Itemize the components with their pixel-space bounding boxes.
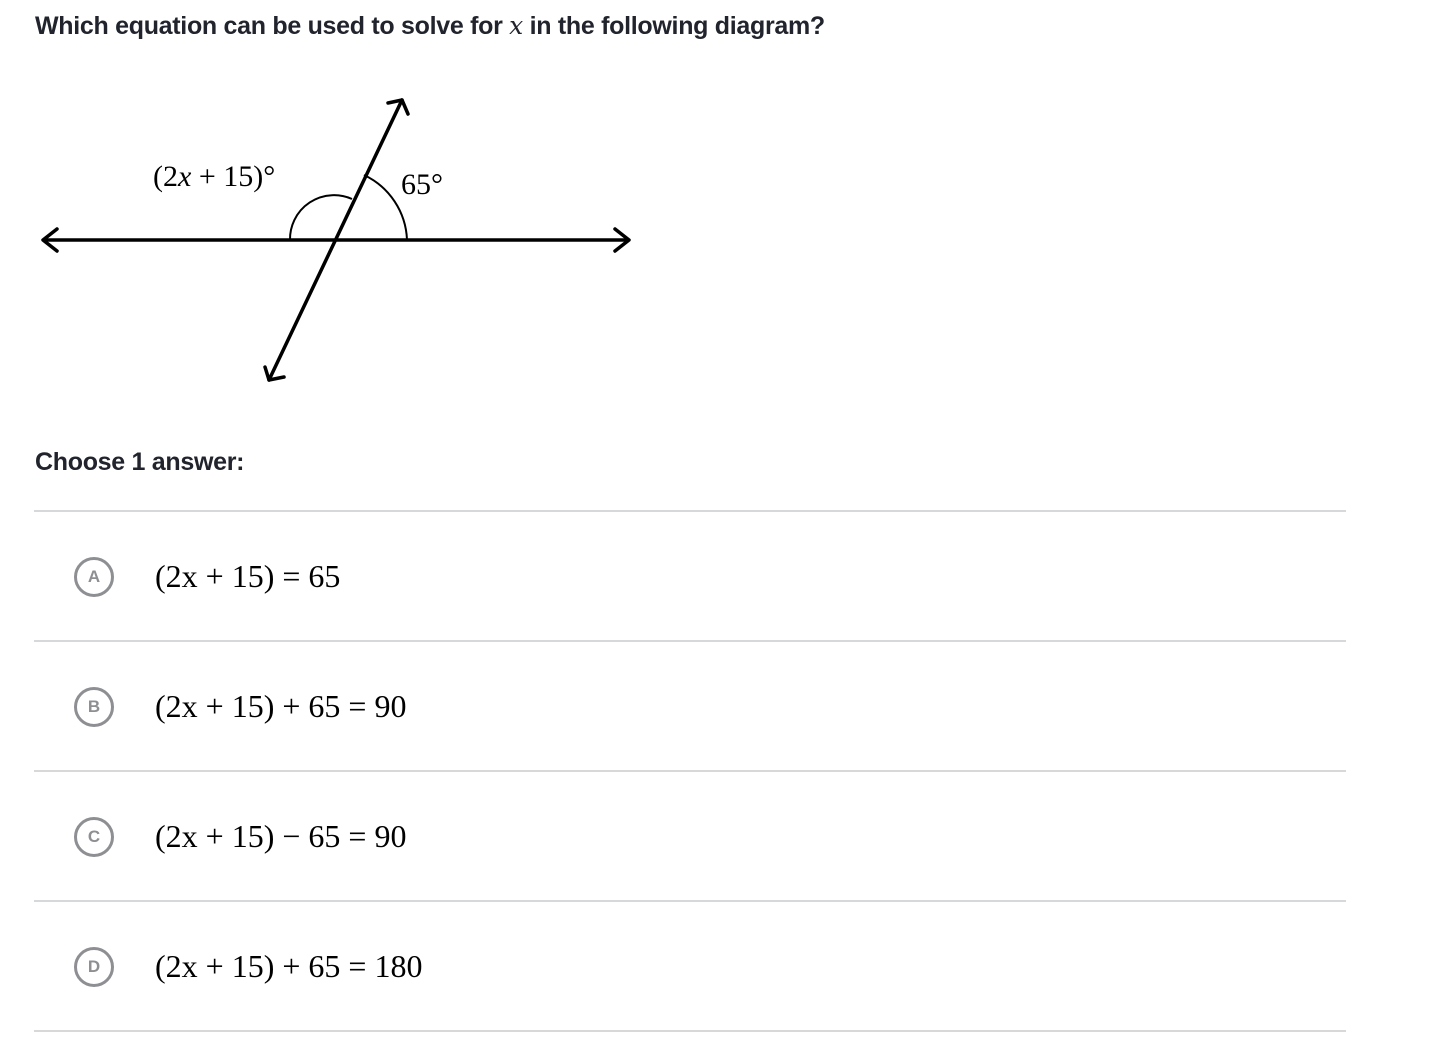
choose-answer-prompt: Choose 1 answer:: [35, 448, 245, 476]
answer-choices: [34, 510, 1346, 1032]
left-angle-label: [153, 160, 275, 193]
choice-a[interactable]: [34, 512, 1346, 642]
question-variable: x: [509, 11, 523, 40]
question-text-before: Which equation can be used to solve for: [35, 12, 510, 40]
left-angle-label-var: x: [178, 160, 192, 193]
choice-a-letter-circle[interactable]: A: [74, 557, 114, 597]
choice-d-expression: (2x + 15) + 65 = 180: [155, 948, 423, 984]
left-angle-label-open: (2: [153, 160, 178, 193]
left-angle-arc: [290, 195, 352, 240]
choice-b-expression: (2x + 15) + 65 = 90: [155, 688, 407, 724]
choice-c-letter-circle[interactable]: C: [74, 817, 114, 857]
choice-c-expression: (2x + 15) − 65 = 90: [155, 818, 407, 854]
question-text-after: in the following diagram?: [522, 12, 825, 40]
choice-c[interactable]: [34, 772, 1346, 902]
left-angle-label-rest: + 15)°: [191, 160, 276, 193]
choice-a-expression: (2x + 15) = 65: [155, 558, 341, 594]
angle-diagram: [0, 0, 700, 420]
choice-d-letter-circle[interactable]: D: [74, 947, 114, 987]
choice-b-letter-circle[interactable]: B: [74, 687, 114, 727]
choice-b[interactable]: [34, 642, 1346, 772]
choice-d[interactable]: [34, 902, 1346, 1032]
right-angle-label: 65°: [401, 168, 443, 201]
